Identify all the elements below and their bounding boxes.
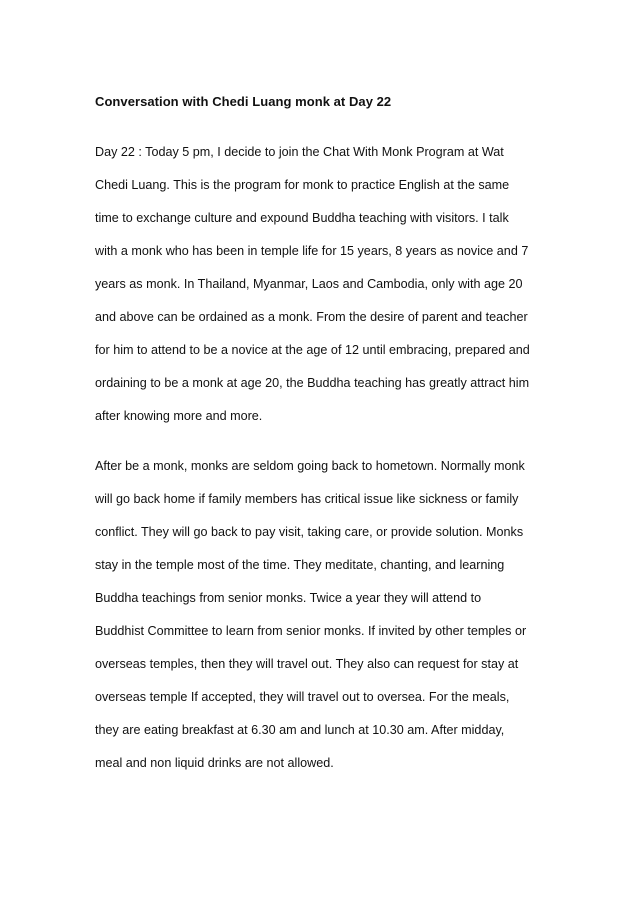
text-line: ordaining to be a monk at age 20, the Buddha teaching has greatly attract him [95,376,530,390]
text-line: overseas temples, then they will travel out. They also can request for stay at [95,657,519,671]
text-line: after knowing more and more. [95,409,263,423]
text-line: with a monk who has been in temple life for 15 years, 8 years as novice and 7 [95,244,529,258]
text-line: stay in the temple most of the time. They meditate, chanting, and learning [95,558,505,572]
paragraph-1 [95,144,530,441]
document-title: Conversation with Chedi Luang monk at Day 22 [95,94,392,109]
text-line: Buddhist Committee to learn from senior monks. If invited by other temples or [95,624,527,638]
text-line: meal and non liquid drinks are not allowed. [95,756,334,770]
text-line: for him to attend to be a novice at the age of 12 until embracing, prepared and [95,343,530,357]
text-line: will go back home if family members has critical issue like sickness or family [95,492,519,506]
text-line: Day 22 : Today 5 pm, I decide to join the Chat With Monk Program at Wat [95,145,504,159]
text-line: Chedi Luang. This is the program for monk to practice English at the same [95,178,510,192]
text-line: After be a monk, monks are seldom going back to hometown. Normally monk [95,459,525,473]
text-line: they are eating breakfast at 6.30 am and lunch at 10.30 am. After midday, [95,723,505,737]
text-line: years as monk. In Thailand, Myanmar, Laos and Cambodia, only with age 20 [95,277,523,291]
text-line: overseas temple If accepted, they will travel out to oversea. For the meals, [95,690,510,704]
paragraph-2 [95,458,526,788]
text-line: and above can be ordained as a monk. From the desire of parent and teacher [95,310,528,324]
text-line: Buddha teachings from senior monks. Twice a year they will attend to [95,591,482,605]
text-line: time to exchange culture and expound Buddha teaching with visitors. I talk [95,211,509,225]
text-line: conflict. They will go back to pay visit, taking care, or provide solution. Monks [95,525,524,539]
